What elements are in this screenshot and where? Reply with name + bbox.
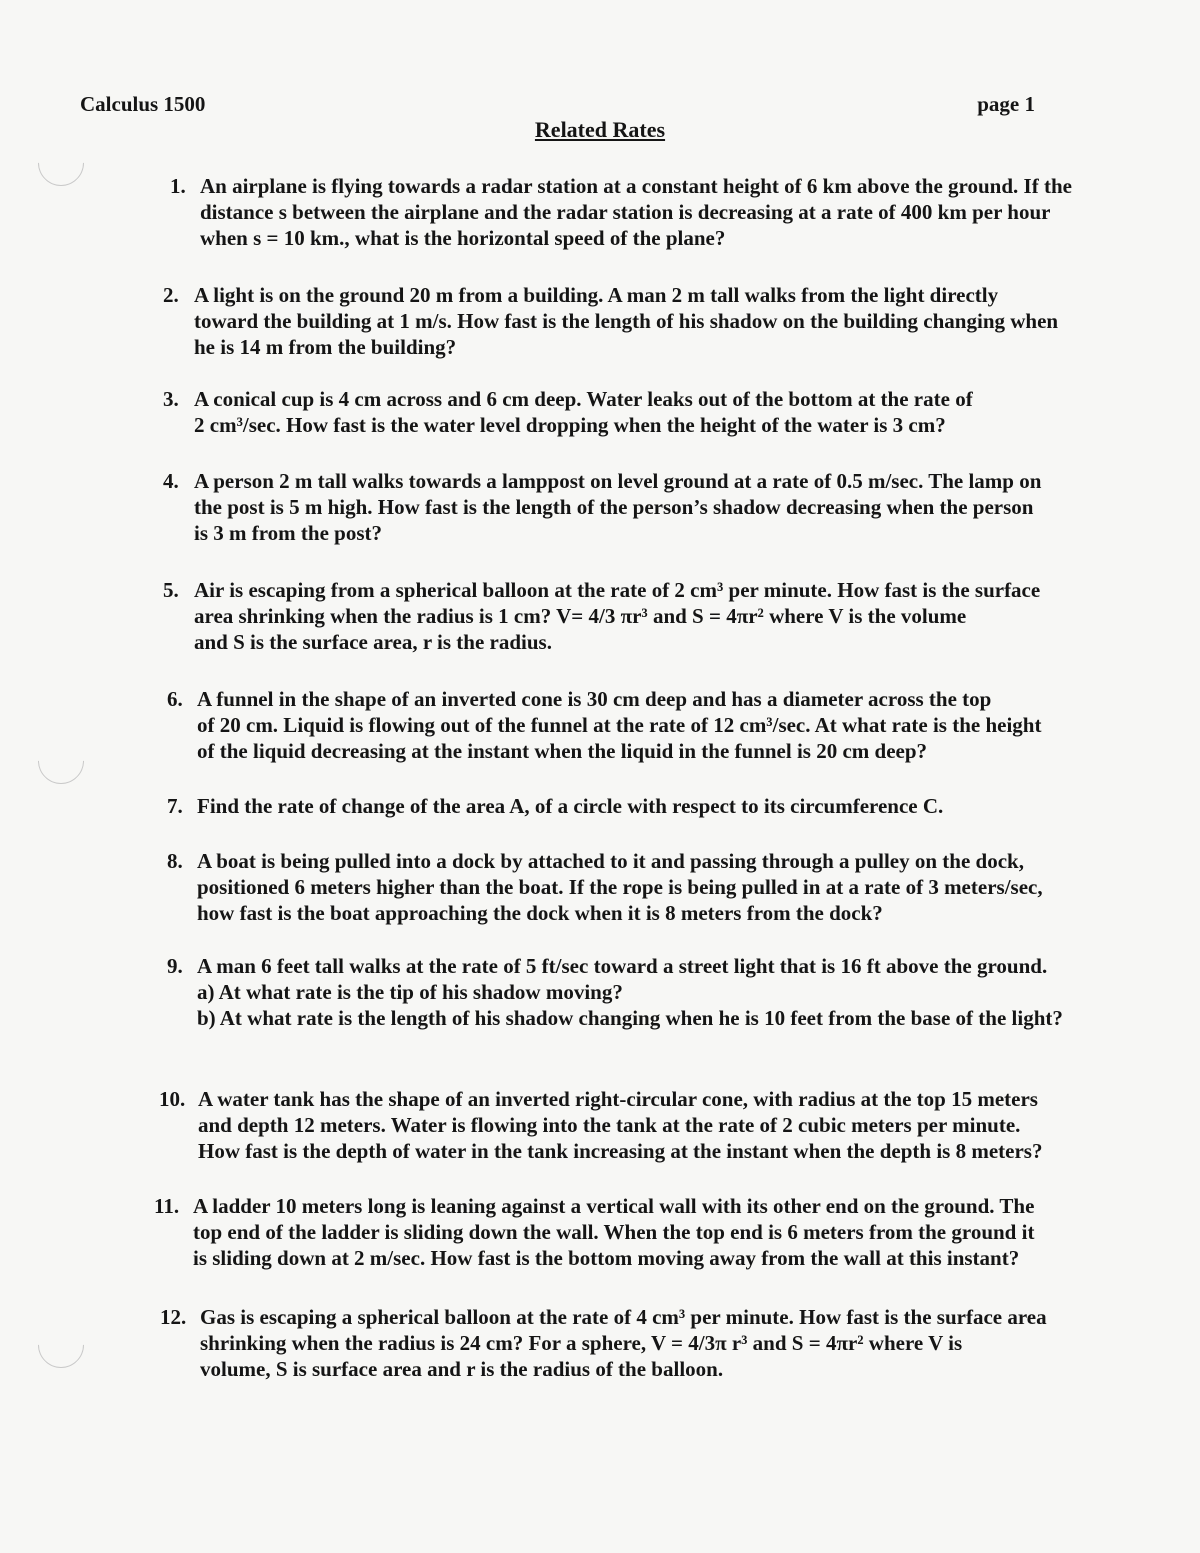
problem-6 xyxy=(167,686,1041,764)
problem-line: shrinking when the radius is 24 cm? For a sphere, V = 4/3π r³ and S = 4πr² where V is xyxy=(200,1331,963,1355)
problem-12 xyxy=(160,1304,1047,1382)
problem-line: A man 6 feet tall walks at the rate of 5 ft/sec toward a street light that is 16 ft above the ground. xyxy=(197,954,1048,978)
problem-number: 2. xyxy=(163,283,179,307)
punch-hole-mark xyxy=(28,1312,93,1377)
problem-line: of 20 cm. Liquid is flowing out of the funnel at the rate of 12 cm³/sec. At what rate is the height xyxy=(197,713,1042,737)
problem-number: 11. xyxy=(154,1194,180,1218)
problem-line: 2 cm³/sec. How fast is the water level dropping when the height of the water is 3 cm? xyxy=(194,413,946,437)
problem-line: how fast is the boat approaching the dock when it is 8 meters from the dock? xyxy=(197,901,883,925)
problem-line: A conical cup is 4 cm across and 6 cm deep. Water leaks out of the bottom at the rate of xyxy=(194,387,973,411)
problem-line: Air is escaping from a spherical balloon at the rate of 2 cm³ per minute. How fast is the surface xyxy=(194,578,1041,602)
course-title: Calculus 1500 xyxy=(80,92,206,116)
problem-line: A boat is being pulled into a dock by attached to it and passing through a pulley on the dock, xyxy=(197,849,1024,873)
problem-line: positioned 6 meters higher than the boat. If the rope is being pulled in at a rate of 3 meters/sec, xyxy=(197,875,1043,899)
problem-line: when s = 10 km., what is the horizontal speed of the plane? xyxy=(200,226,726,250)
problem-3 xyxy=(163,386,973,438)
problem-5 xyxy=(163,577,1040,655)
problem-line: How fast is the depth of water in the tank increasing at the instant when the depth is 8 meters? xyxy=(198,1139,1043,1163)
problem-10 xyxy=(159,1086,1042,1164)
problem-number: 1. xyxy=(170,174,186,198)
page-number: page 1 xyxy=(977,92,1035,116)
problem-line: A water tank has the shape of an inverted right-circular cone, with radius at the top 15 meters xyxy=(198,1087,1038,1111)
problem-number: 5. xyxy=(163,578,179,602)
problem-subpart-b: b) At what rate is the length of his shadow changing when he is 10 feet from the base of the light? xyxy=(197,1006,1063,1030)
problem-line: and S is the surface area, r is the radius. xyxy=(194,630,552,654)
problem-line: he is 14 m from the building? xyxy=(194,335,457,359)
worksheet-title: Related Rates xyxy=(534,117,666,142)
problem-line: A ladder 10 meters long is leaning against a vertical wall with its other end on the ground. The xyxy=(193,1194,1035,1218)
problem-line: distance s between the airplane and the radar station is decreasing at a rate of 400 km per hour xyxy=(200,200,1051,224)
problem-2 xyxy=(163,282,1058,360)
problem-4 xyxy=(163,468,1041,546)
problem-number: 4. xyxy=(163,469,179,493)
problem-line: A person 2 m tall walks towards a lamppost on level ground at a rate of 0.5 m/sec. The lamp on xyxy=(194,469,1042,493)
problem-1 xyxy=(170,173,1072,251)
problem-number: 3. xyxy=(163,387,179,411)
problem-number: 10. xyxy=(159,1087,186,1111)
punch-hole-mark xyxy=(28,728,93,793)
problem-line: top end of the ladder is sliding down the wall. When the top end is 6 meters from the ground it xyxy=(193,1220,1035,1244)
problem-line: the post is 5 m high. How fast is the length of the person’s shadow decreasing when the person xyxy=(194,495,1034,519)
problem-8 xyxy=(167,848,1043,926)
problem-line: Gas is escaping a spherical balloon at the rate of 4 cm³ per minute. How fast is the surface area xyxy=(200,1305,1047,1329)
problem-number: 12. xyxy=(160,1305,187,1329)
problem-number: 8. xyxy=(167,849,183,873)
problem-line: of the liquid decreasing at the instant when the liquid in the funnel is 20 cm deep? xyxy=(197,739,928,763)
problem-line: A funnel in the shape of an inverted cone is 30 cm deep and has a diameter across the top xyxy=(197,687,992,711)
problem-7 xyxy=(167,793,943,819)
problem-line: and depth 12 meters. Water is flowing into the tank at the rate of 2 cubic meters per minute. xyxy=(198,1113,1021,1137)
problem-line: toward the building at 1 m/s. How fast is the length of his shadow on the building changing when xyxy=(194,309,1059,333)
problem-line: A light is on the ground 20 m from a building. A man 2 m tall walks from the light directly xyxy=(194,283,999,307)
problem-number: 7. xyxy=(167,794,183,818)
problem-subpart-a: a) At what rate is the tip of his shadow moving? xyxy=(197,980,623,1004)
problem-number: 6. xyxy=(167,687,183,711)
problem-line: volume, S is surface area and r is the radius of the balloon. xyxy=(200,1357,724,1381)
problem-9 xyxy=(167,953,1063,1031)
problem-line: Find the rate of change of the area A, of a circle with respect to its circumference C. xyxy=(197,794,944,818)
problem-line: is sliding down at 2 m/sec. How fast is the bottom moving away from the wall at this instant? xyxy=(193,1246,1020,1270)
problem-line: area shrinking when the radius is 1 cm? V= 4/3 πr³ and S = 4πr² where V is the volume xyxy=(194,604,967,628)
problem-number: 9. xyxy=(167,954,183,978)
problem-line: An airplane is flying towards a radar station at a constant height of 6 km above the ground. If the xyxy=(200,174,1072,198)
problem-11 xyxy=(154,1193,1034,1271)
problem-line: is 3 m from the post? xyxy=(194,521,383,545)
